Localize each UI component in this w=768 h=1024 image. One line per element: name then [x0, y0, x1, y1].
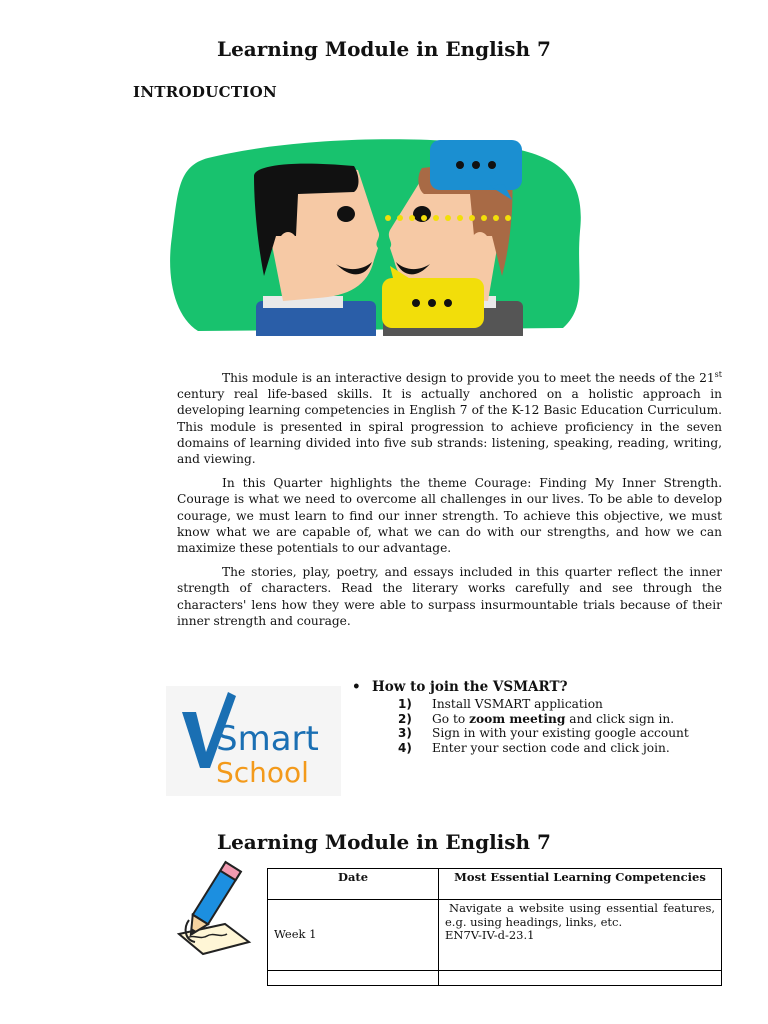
table-row [268, 971, 722, 986]
table-row [268, 900, 722, 971]
cell-competency [439, 900, 722, 971]
column-header: Date [268, 869, 439, 900]
empty-cell [268, 971, 439, 986]
paragraph-2: In this Quarter highlights the theme Courage: Finding My Inner Strength. Courage is what we need to overcome all challenges in our lives. To be able to develop courage, we must learn to find our inner strength. To achieve this objective, we must know what we are capable of, what we can do with our strengths, and how we can maximize these potentials to our advantage. [177, 476, 722, 556]
vsmart-school-logo [166, 686, 341, 800]
vsmart-title: • How to join the VSMART? [352, 679, 568, 695]
conversation-illustration [168, 136, 588, 340]
competency-table [267, 868, 722, 986]
cell-date: Week 1 [268, 900, 439, 971]
step-item: 1) Install VSMART application [398, 697, 603, 711]
logo-smart-text: Smart [216, 719, 319, 759]
step-item: 4) Enter your section code and click join. [398, 740, 670, 755]
step-item: 3) Sign in with your existing google account [398, 726, 689, 740]
step-item: 2) Go to zoom meeting and click sign in. [398, 711, 675, 726]
empty-cell [439, 971, 722, 986]
intro-body [177, 370, 722, 637]
logo-school-text: School [216, 756, 309, 789]
vsmart-instructions [352, 679, 732, 755]
pencil-writing-icon [175, 858, 255, 962]
competency-text: Navigate a website using essential features, e.g. using headings, links, etc. [445, 901, 715, 929]
paragraph-1: This module is an interactive design to provide you to meet the needs of the 21st century real life-based skills. It is actually anchored on a holistic approach in developing learning competencies in English 7 of the K-12 Basic Education Curriculum. This module is presented in spiral progression to achieve proficiency in the seven domains of learning divided into five sub strands: listening, speaking, reading, writing, and viewing. [177, 369, 722, 467]
paragraph-3: The stories, play, poetry, and essays included in this quarter reflect the inner strength of characters. Read the literary works carefully and see through the characters' lens how they were able to surpass insurmountable trials because of their inner strength and courage. [177, 565, 722, 628]
section-heading: INTRODUCTION [133, 83, 278, 101]
page-title-repeat: Learning Module in English 7 [217, 830, 551, 854]
table-header-row [268, 869, 722, 900]
page-title: Learning Module in English 7 [217, 37, 551, 61]
competency-code: EN7V-IV-d-23.1 [445, 928, 535, 942]
column-header: Most Essential Learning Competencies [439, 869, 722, 900]
